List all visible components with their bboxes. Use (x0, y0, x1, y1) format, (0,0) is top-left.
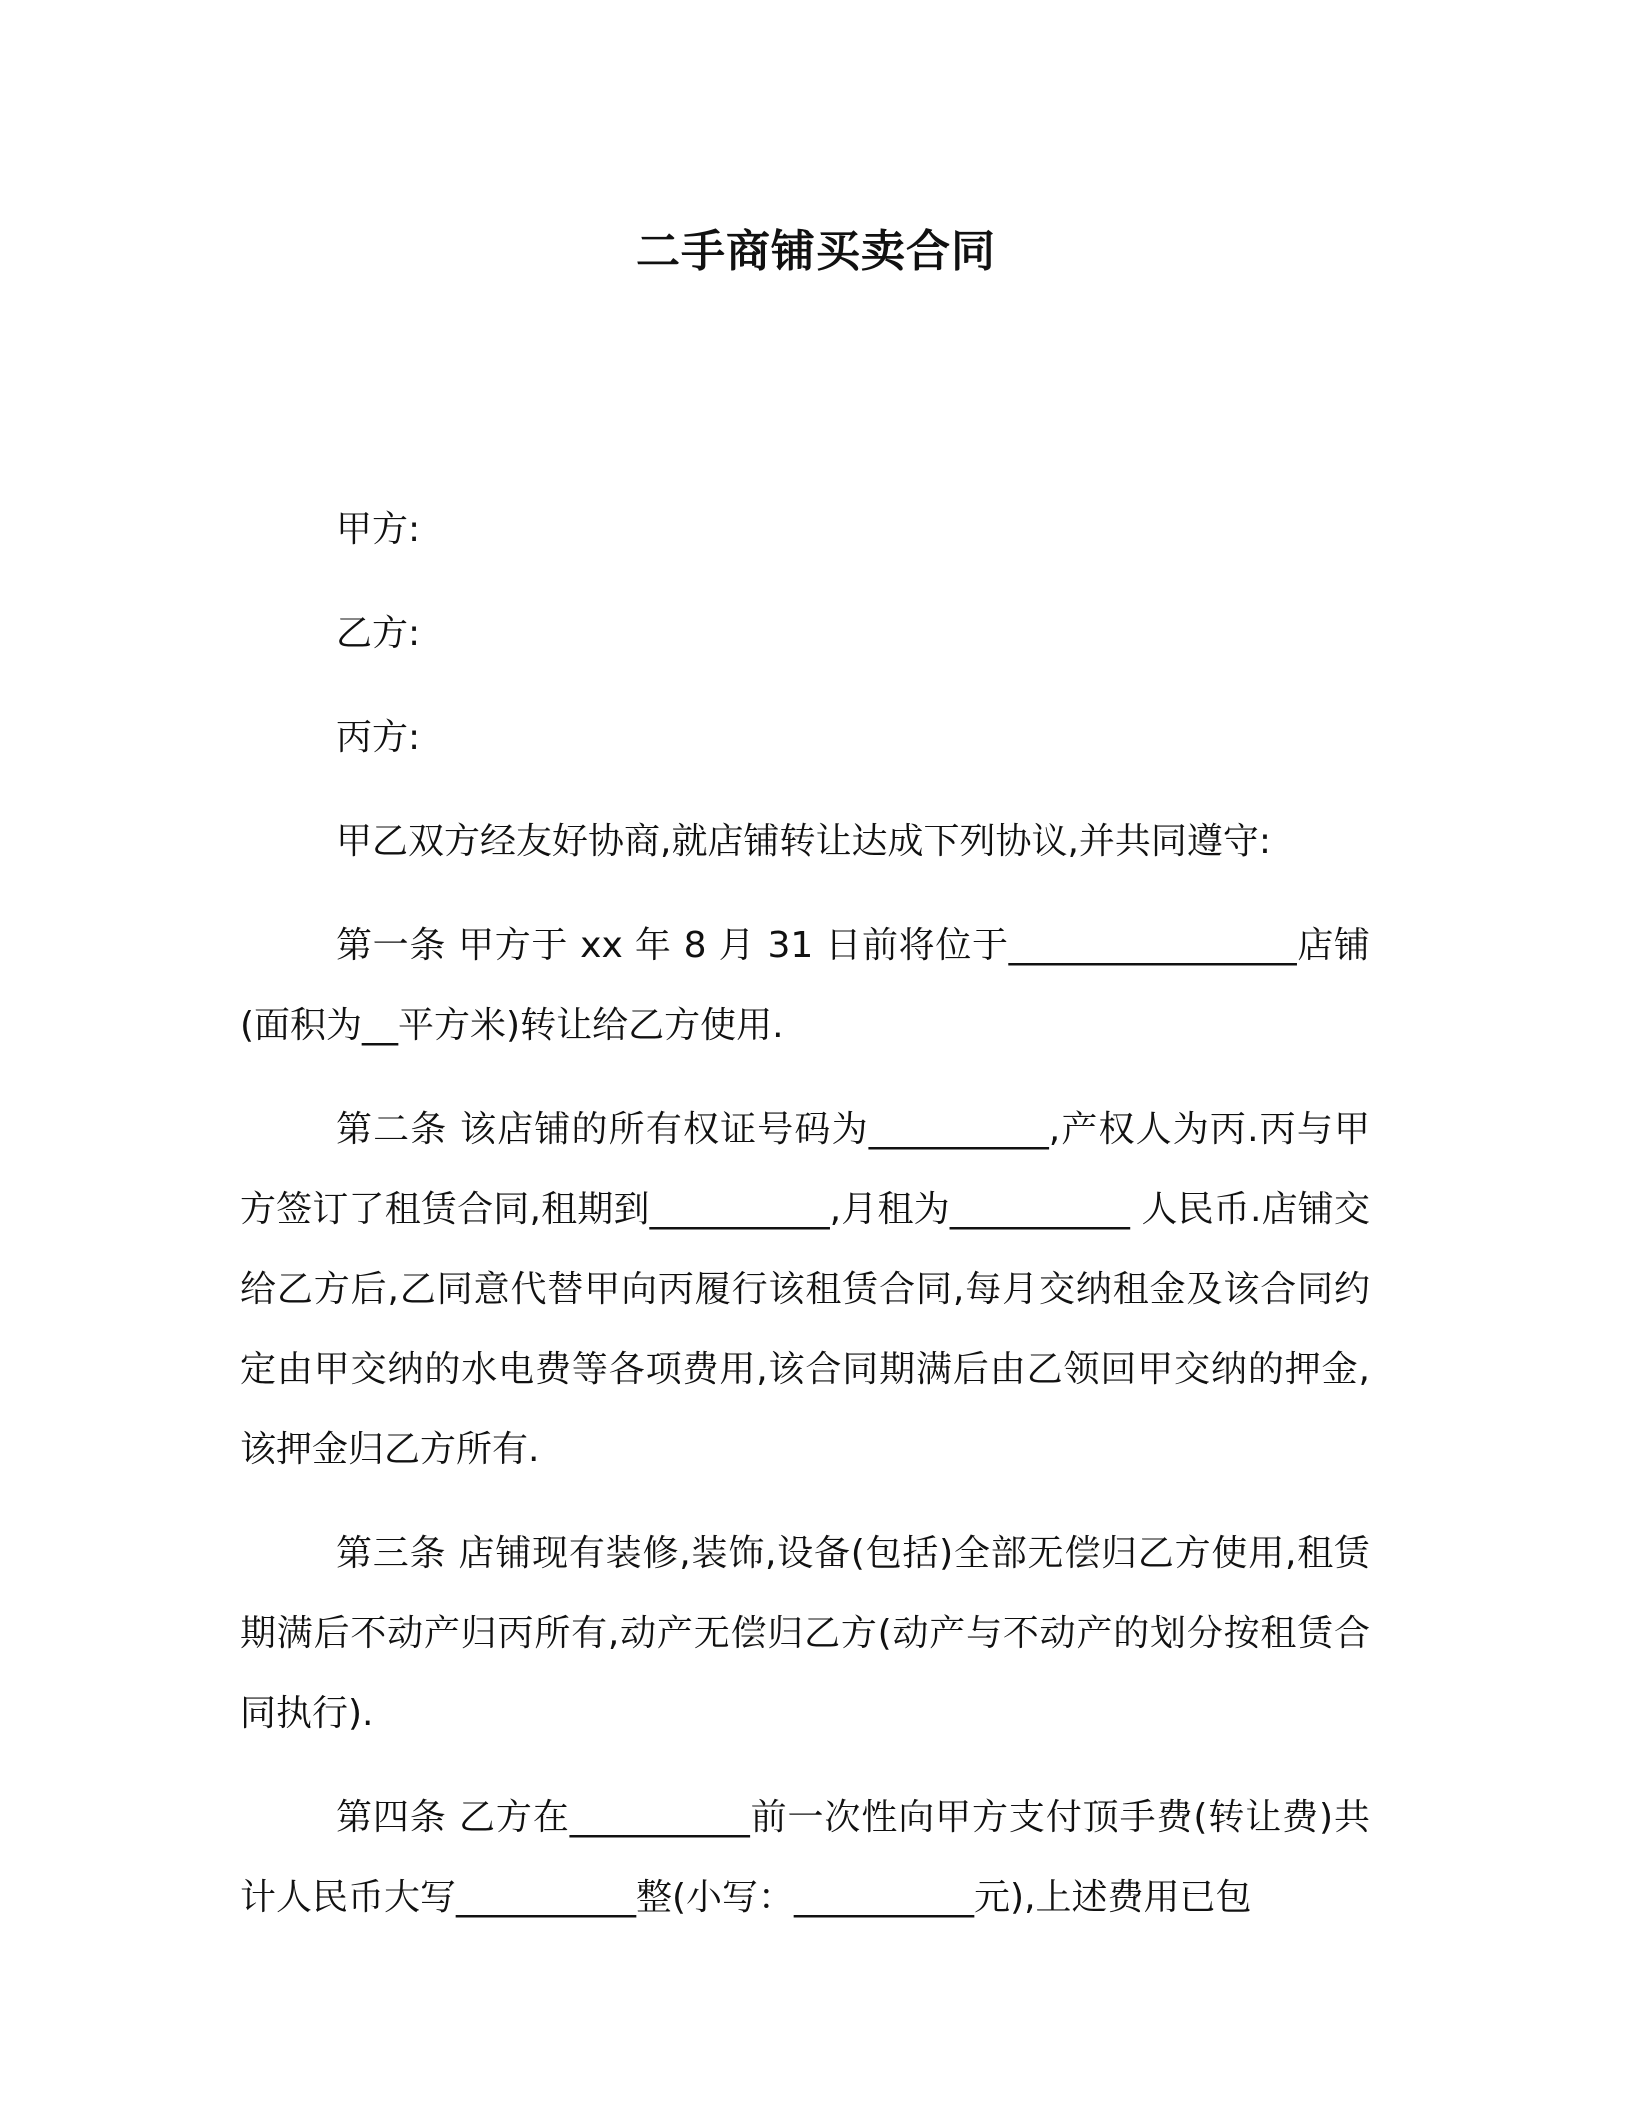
party-a-label: 甲方: (336, 509, 421, 550)
article-2-paragraph: 第二条 该店铺的所有权证号码为__________,产权人为丙.丙与甲方签订了租赁合同,租期到__________,月租为__________ 人民币.店铺交给乙方后,乙同意代替甲向丙履行该租赁合同,每月交纳租金及该合同约定由甲交纳的水电费等各项费用,该合同期满后由乙领回甲交纳的押金,该押金归乙方所有. (240, 1109, 1370, 1470)
article-1-paragraph: 第一条 甲方于 xx 年 8 月 31 日前将位于________________店铺(面积为__平方米)转让给乙方使用. (240, 925, 1370, 1046)
party-b-label: 乙方: (336, 613, 421, 654)
document-title: 二手商铺买卖合同 (636, 226, 996, 277)
article-4-paragraph: 第四条 乙方在__________前一次性向甲方支付顶手费(转让费)共计人民币大写__________整(小写：__________元),上述费用已包 (240, 1797, 1370, 1918)
preamble-paragraph: 甲乙双方经友好协商,就店铺转让达成下列协议,并共同遵守: (336, 821, 1272, 862)
party-c-label: 丙方: (336, 717, 421, 758)
article-3-paragraph: 第三条 店铺现有装修,装饰,设备(包括)全部无偿归乙方使用,租赁期满后不动产归丙所有,动产无偿归乙方(动产与不动产的划分按租赁合同执行). (240, 1533, 1370, 1734)
document-body (240, 490, 1370, 1962)
